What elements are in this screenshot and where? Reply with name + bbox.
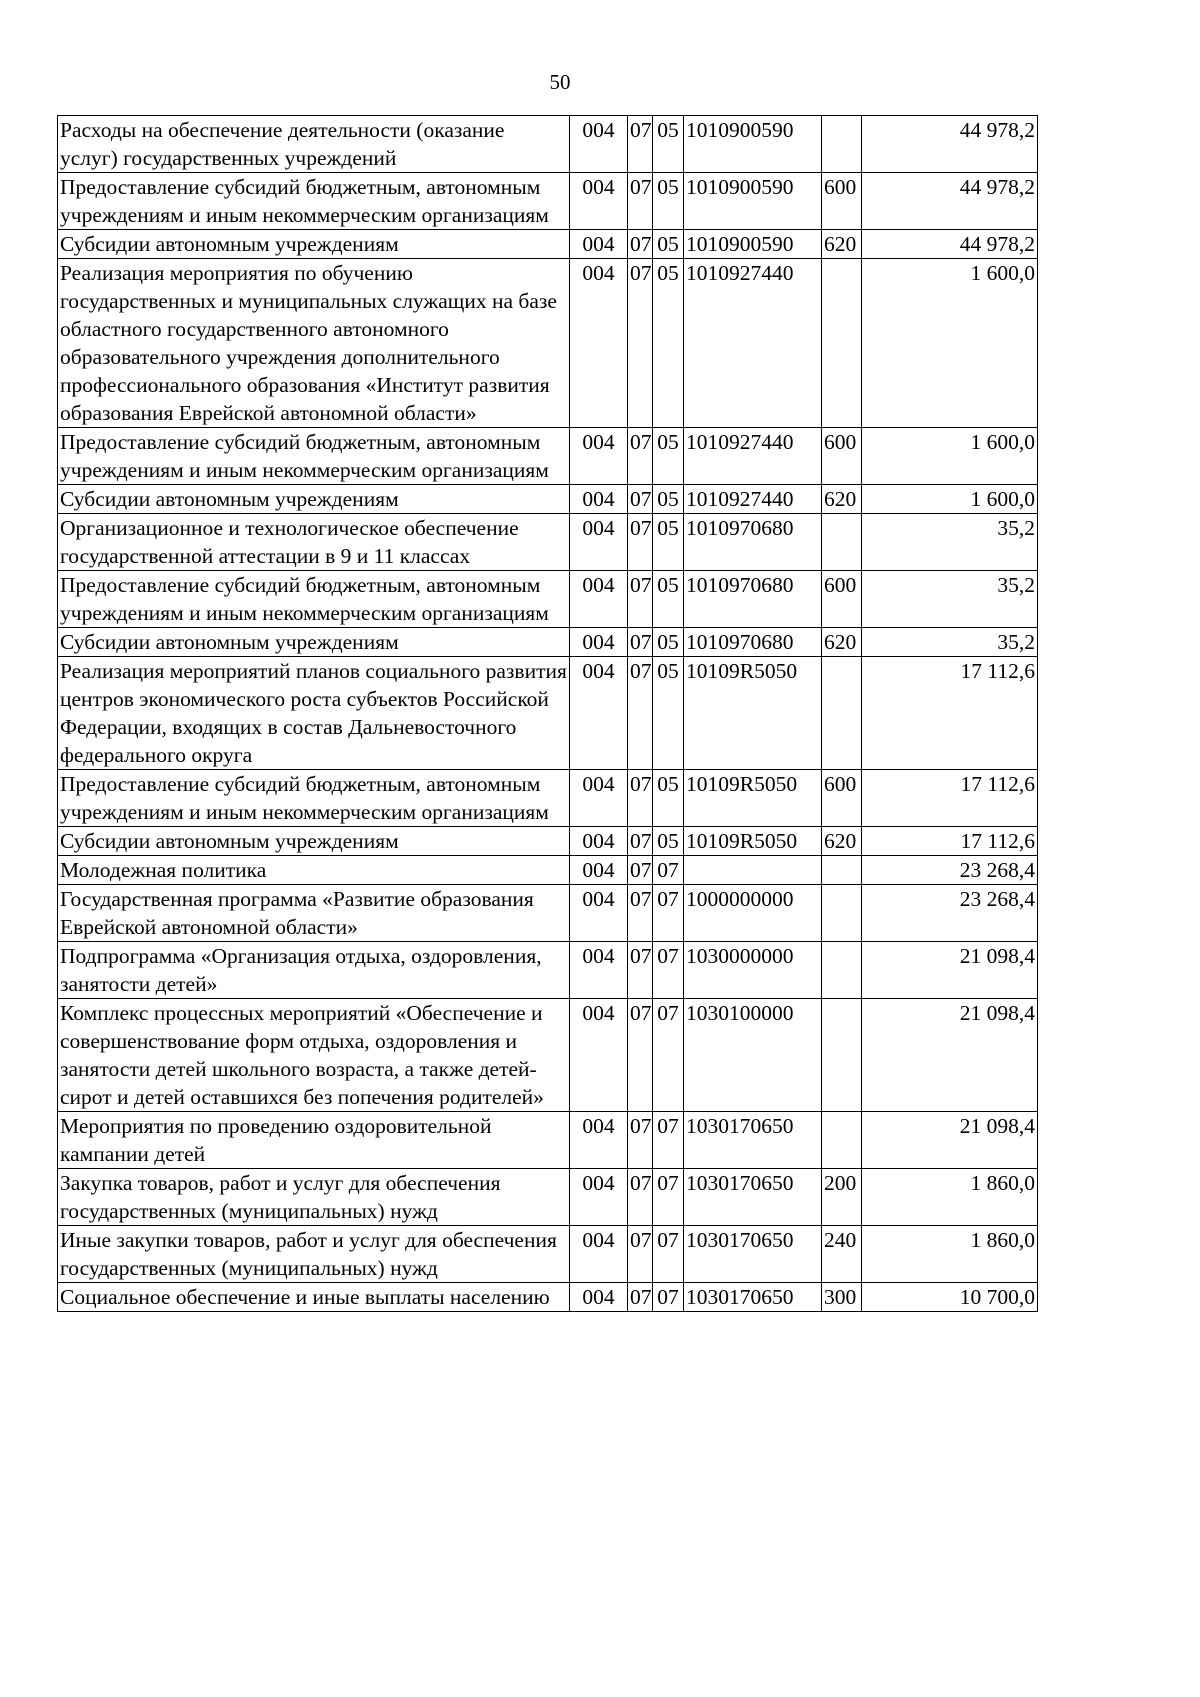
expense-type-cell: 620 [822, 485, 862, 514]
amount-cell: 44 978,2 [862, 116, 1038, 173]
grbs-code-cell: 004 [570, 428, 628, 485]
amount-cell: 1 600,0 [862, 485, 1038, 514]
expense-name-cell: Иные закупки товаров, работ и услуг для обеспечения государственных (муниципальных) нужд [58, 1226, 570, 1283]
grbs-code-cell: 004 [570, 628, 628, 657]
target-article-cell: 1010900590 [684, 173, 822, 230]
section-code-cell: 07 [628, 259, 653, 428]
expense-type-cell: 240 [822, 1226, 862, 1283]
amount-cell: 21 098,4 [862, 999, 1038, 1112]
target-article-cell: 1010900590 [684, 230, 822, 259]
target-article-cell: 1030170650 [684, 1283, 822, 1312]
section-code-cell: 07 [628, 942, 653, 999]
expense-name-cell: Реализация мероприятий планов социального развития центров экономического роста субъектов Российской Федерации, входящих в состав Дальневосточного федерального округа [58, 657, 570, 770]
grbs-code-cell: 004 [570, 571, 628, 628]
table-row [58, 571, 1038, 628]
table-row [58, 942, 1038, 999]
expense-name-cell: Субсидии автономным учреждениям [58, 628, 570, 657]
section-code-cell: 07 [628, 856, 653, 885]
table-body [58, 116, 1038, 1312]
amount-cell: 23 268,4 [862, 856, 1038, 885]
expense-type-cell [822, 259, 862, 428]
target-article-cell: 10109R5050 [684, 827, 822, 856]
amount-cell: 17 112,6 [862, 770, 1038, 827]
expense-type-cell: 620 [822, 230, 862, 259]
amount-cell: 35,2 [862, 514, 1038, 571]
expense-type-cell [822, 856, 862, 885]
section-code-cell: 07 [628, 116, 653, 173]
table-row [58, 485, 1038, 514]
amount-cell: 1 600,0 [862, 428, 1038, 485]
expense-name-cell: Комплекс процессных мероприятий «Обеспечение и совершенствование форм отдыха, оздоровления и занятости детей школьного возраста, а также детей-сирот и детей оставшихся без попечения родителей» [58, 999, 570, 1112]
grbs-code-cell: 004 [570, 885, 628, 942]
expense-name-cell: Закупка товаров, работ и услуг для обеспечения государственных (муниципальных) нужд [58, 1169, 570, 1226]
amount-cell: 1 860,0 [862, 1226, 1038, 1283]
expense-name-cell: Подпрограмма «Организация отдыха, оздоровления, занятости детей» [58, 942, 570, 999]
target-article-cell: 1030100000 [684, 999, 822, 1112]
section-code-cell: 07 [628, 999, 653, 1112]
expense-name-cell: Субсидии автономным учреждениям [58, 827, 570, 856]
expense-name-cell: Организационное и технологическое обеспечение государственной аттестации в 9 и 11 классах [58, 514, 570, 571]
table-row [58, 428, 1038, 485]
subsection-code-cell: 05 [653, 173, 684, 230]
section-code-cell: 07 [628, 514, 653, 571]
target-article-cell: 1010900590 [684, 116, 822, 173]
expense-type-cell [822, 1112, 862, 1169]
table-row [58, 628, 1038, 657]
expense-type-cell [822, 657, 862, 770]
section-code-cell: 07 [628, 770, 653, 827]
amount-cell: 17 112,6 [862, 827, 1038, 856]
section-code-cell: 07 [628, 1169, 653, 1226]
target-article-cell: 1010970680 [684, 628, 822, 657]
subsection-code-cell: 05 [653, 514, 684, 571]
expense-name-cell: Молодежная политика [58, 856, 570, 885]
expense-type-cell: 620 [822, 628, 862, 657]
table-row [58, 173, 1038, 230]
subsection-code-cell: 05 [653, 628, 684, 657]
table-row [58, 1226, 1038, 1283]
target-article-cell: 1000000000 [684, 885, 822, 942]
target-article-cell: 1010970680 [684, 514, 822, 571]
grbs-code-cell: 004 [570, 657, 628, 770]
expense-name-cell: Субсидии автономным учреждениям [58, 230, 570, 259]
grbs-code-cell: 004 [570, 485, 628, 514]
expense-type-cell: 600 [822, 428, 862, 485]
grbs-code-cell: 004 [570, 1226, 628, 1283]
subsection-code-cell: 05 [653, 657, 684, 770]
section-code-cell: 07 [628, 571, 653, 628]
expense-type-cell: 600 [822, 571, 862, 628]
page-number: 50 [549, 70, 571, 94]
grbs-code-cell: 004 [570, 230, 628, 259]
grbs-code-cell: 004 [570, 856, 628, 885]
expense-type-cell [822, 942, 862, 999]
table-row [58, 999, 1038, 1112]
grbs-code-cell: 004 [570, 1169, 628, 1226]
grbs-code-cell: 004 [570, 942, 628, 999]
section-code-cell: 07 [628, 485, 653, 514]
subsection-code-cell: 07 [653, 942, 684, 999]
target-article-cell: 1030170650 [684, 1169, 822, 1226]
amount-cell: 1 860,0 [862, 1169, 1038, 1226]
subsection-code-cell: 07 [653, 1283, 684, 1312]
subsection-code-cell: 05 [653, 827, 684, 856]
expense-name-cell: Предоставление субсидий бюджетным, автономным учреждениям и иным некоммерческим организациям [58, 571, 570, 628]
target-article-cell: 1030170650 [684, 1112, 822, 1169]
expense-name-cell: Реализация мероприятия по обучению государственных и муниципальных служащих на базе областного государственного автономного образовательного учреждения дополнительного профессионального образования «Институт развития образования Еврейской автономной области» [58, 259, 570, 428]
target-article-cell [684, 856, 822, 885]
table-row [58, 856, 1038, 885]
expense-type-cell: 200 [822, 1169, 862, 1226]
target-article-cell: 1030000000 [684, 942, 822, 999]
grbs-code-cell: 004 [570, 259, 628, 428]
expense-name-cell: Социальное обеспечение и иные выплаты населению [58, 1283, 570, 1312]
amount-cell: 10 700,0 [862, 1283, 1038, 1312]
subsection-code-cell: 05 [653, 571, 684, 628]
table-row [58, 514, 1038, 571]
grbs-code-cell: 004 [570, 514, 628, 571]
section-code-cell: 07 [628, 1226, 653, 1283]
subsection-code-cell: 07 [653, 885, 684, 942]
target-article-cell: 1030170650 [684, 1226, 822, 1283]
amount-cell: 17 112,6 [862, 657, 1038, 770]
table-row [58, 259, 1038, 428]
subsection-code-cell: 07 [653, 856, 684, 885]
section-code-cell: 07 [628, 827, 653, 856]
expense-name-cell: Предоставление субсидий бюджетным, автономным учреждениям и иным некоммерческим организациям [58, 770, 570, 827]
amount-cell: 1 600,0 [862, 259, 1038, 428]
target-article-cell: 1010927440 [684, 428, 822, 485]
amount-cell: 21 098,4 [862, 1112, 1038, 1169]
subsection-code-cell: 05 [653, 259, 684, 428]
section-code-cell: 07 [628, 1283, 653, 1312]
expense-name-cell: Расходы на обеспечение деятельности (оказание услуг) государственных учреждений [58, 116, 570, 173]
grbs-code-cell: 004 [570, 173, 628, 230]
table-row [58, 1283, 1038, 1312]
expense-type-cell [822, 885, 862, 942]
section-code-cell: 07 [628, 628, 653, 657]
section-code-cell: 07 [628, 1112, 653, 1169]
section-code-cell: 07 [628, 885, 653, 942]
table-row [58, 1169, 1038, 1226]
expense-name-cell: Государственная программа «Развитие образования Еврейской автономной области» [58, 885, 570, 942]
grbs-code-cell: 004 [570, 1112, 628, 1169]
expense-name-cell: Предоставление субсидий бюджетным, автономным учреждениям и иным некоммерческим организациям [58, 173, 570, 230]
subsection-code-cell: 07 [653, 1112, 684, 1169]
subsection-code-cell: 05 [653, 485, 684, 514]
expense-name-cell: Субсидии автономным учреждениям [58, 485, 570, 514]
expense-type-cell [822, 999, 862, 1112]
section-code-cell: 07 [628, 173, 653, 230]
subsection-code-cell: 05 [653, 116, 684, 173]
amount-cell: 35,2 [862, 571, 1038, 628]
expense-type-cell: 600 [822, 770, 862, 827]
table-row [58, 885, 1038, 942]
target-article-cell: 1010970680 [684, 571, 822, 628]
section-code-cell: 07 [628, 657, 653, 770]
target-article-cell: 10109R5050 [684, 770, 822, 827]
table-row [58, 657, 1038, 770]
subsection-code-cell: 05 [653, 428, 684, 485]
table-row [58, 770, 1038, 827]
subsection-code-cell: 05 [653, 230, 684, 259]
grbs-code-cell: 004 [570, 999, 628, 1112]
expense-type-cell [822, 514, 862, 571]
table-row [58, 1112, 1038, 1169]
target-article-cell: 10109R5050 [684, 657, 822, 770]
expense-type-cell: 620 [822, 827, 862, 856]
amount-cell: 35,2 [862, 628, 1038, 657]
table-row [58, 827, 1038, 856]
expense-name-cell: Мероприятия по проведению оздоровительной кампании детей [58, 1112, 570, 1169]
target-article-cell: 1010927440 [684, 485, 822, 514]
subsection-code-cell: 07 [653, 999, 684, 1112]
budget-table [57, 115, 1038, 1312]
subsection-code-cell: 05 [653, 770, 684, 827]
expense-type-cell: 300 [822, 1283, 862, 1312]
expense-name-cell: Предоставление субсидий бюджетным, автономным учреждениям и иным некоммерческим организациям [58, 428, 570, 485]
section-code-cell: 07 [628, 230, 653, 259]
grbs-code-cell: 004 [570, 770, 628, 827]
section-code-cell: 07 [628, 428, 653, 485]
table-row [58, 230, 1038, 259]
subsection-code-cell: 07 [653, 1226, 684, 1283]
grbs-code-cell: 004 [570, 116, 628, 173]
grbs-code-cell: 004 [570, 827, 628, 856]
table-row [58, 116, 1038, 173]
amount-cell: 23 268,4 [862, 885, 1038, 942]
expense-type-cell [822, 116, 862, 173]
expense-type-cell: 600 [822, 173, 862, 230]
target-article-cell: 1010927440 [684, 259, 822, 428]
amount-cell: 44 978,2 [862, 230, 1038, 259]
amount-cell: 21 098,4 [862, 942, 1038, 999]
subsection-code-cell: 07 [653, 1169, 684, 1226]
grbs-code-cell: 004 [570, 1283, 628, 1312]
amount-cell: 44 978,2 [862, 173, 1038, 230]
